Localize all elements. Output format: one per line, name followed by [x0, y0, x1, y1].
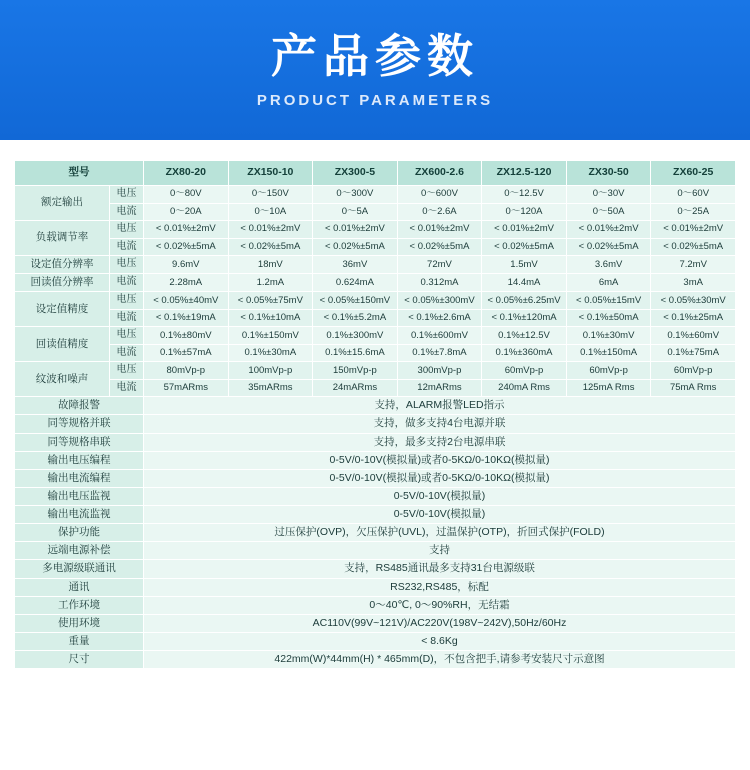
cell: 3.6mV [566, 256, 651, 274]
row-value-weight: < 8.6Kg [144, 632, 736, 650]
column-header-zx80-20: ZX80-20 [144, 161, 229, 186]
cell: 0.1%±57mA [144, 344, 229, 362]
row-label-load-regulation: 负载调节率 [15, 221, 110, 256]
row-label-dimensions: 尺寸 [15, 651, 144, 669]
page-banner [0, 0, 750, 140]
cell: < 0.01%±2mV [397, 221, 482, 239]
table-row [15, 524, 736, 542]
row-sublabel-voltage: 电压 [110, 362, 144, 380]
row-sublabel-current: 电流 [110, 379, 144, 397]
cell: 0.1%±80mV [144, 327, 229, 345]
cell: < 0.1%±2.6mA [397, 309, 482, 327]
table-header [15, 161, 736, 186]
table-row [15, 221, 736, 239]
cell: < 0.05%±150mV [313, 292, 398, 310]
row-value-current-monitoring: 0-5V/0-10V(模拟量) [144, 506, 736, 524]
column-header-zx600-26: ZX600-2.6 [397, 161, 482, 186]
column-header-zx300-5: ZX300-5 [313, 161, 398, 186]
table-row [15, 292, 736, 310]
row-label-current-monitoring: 输出电流监视 [15, 506, 144, 524]
cell: 0.1%±60mV [651, 327, 736, 345]
row-label-parallel: 同等规格并联 [15, 415, 144, 433]
table-row [15, 542, 736, 560]
cell: 0～600V [397, 186, 482, 204]
row-label-fault-alarm: 故障报警 [15, 397, 144, 415]
row-label-operating-environment: 工作环境 [15, 596, 144, 614]
table-row [15, 560, 736, 578]
cell: 0.1%±600mV [397, 327, 482, 345]
row-label-communication: 通讯 [15, 578, 144, 596]
cell: 0～60V [651, 186, 736, 204]
cell: < 0.05%±300mV [397, 292, 482, 310]
page-subtitle: PRODUCT PARAMETERS [256, 91, 494, 109]
cell: < 0.1%±5.2mA [313, 309, 398, 327]
table-row [15, 274, 736, 292]
row-value-cascade-comm: 支持，RS485通讯最多支持31台电源级联 [144, 560, 736, 578]
cell: 0～300V [313, 186, 398, 204]
cell: < 0.02%±5mA [397, 238, 482, 256]
row-label-voltage-programming: 输出电压编程 [15, 451, 144, 469]
column-header-zx150-10: ZX150-10 [228, 161, 313, 186]
row-label-rated-output: 额定输出 [15, 186, 110, 221]
table-row [15, 596, 736, 614]
table-row [15, 487, 736, 505]
table-row [15, 379, 736, 397]
cell: 0～25A [651, 203, 736, 221]
cell: 0～120A [482, 203, 567, 221]
cell: 60mVp-p [651, 362, 736, 380]
cell: 150mVp-p [313, 362, 398, 380]
table-row [15, 506, 736, 524]
row-label-voltage-monitoring: 输出电压监视 [15, 487, 144, 505]
cell: < 0.05%±6.25mV [482, 292, 567, 310]
cell: 0～50A [566, 203, 651, 221]
row-sublabel-voltage: 电压 [110, 221, 144, 239]
row-value-voltage-monitoring: 0-5V/0-10V(模拟量) [144, 487, 736, 505]
cell: 57mARms [144, 379, 229, 397]
cell: < 0.01%±2mV [566, 221, 651, 239]
cell: 0.1%±30mA [228, 344, 313, 362]
row-sublabel-current: 电流 [110, 238, 144, 256]
cell: 0.624mA [313, 274, 398, 292]
row-label-series: 同等规格串联 [15, 433, 144, 451]
cell: 72mV [397, 256, 482, 274]
table-row [15, 469, 736, 487]
cell: 60mVp-p [482, 362, 567, 380]
row-value-communication: RS232,RS485，标配 [144, 578, 736, 596]
row-sublabel-current: 电流 [110, 344, 144, 362]
cell: 80mVp-p [144, 362, 229, 380]
cell: 0.1%±75mA [651, 344, 736, 362]
cell: < 0.02%±5mA [482, 238, 567, 256]
cell: < 0.1%±120mA [482, 309, 567, 327]
row-value-protection: 过压保护(OVP)，欠压保护(UVL)，过温保护(OTP)，折回式保护(FOLD) [144, 524, 736, 542]
cell: 35mARms [228, 379, 313, 397]
cell: 36mV [313, 256, 398, 274]
cell: < 0.05%±30mV [651, 292, 736, 310]
cell: 0～10A [228, 203, 313, 221]
row-sublabel-voltage: 电压 [110, 256, 144, 274]
cell: 9.6mV [144, 256, 229, 274]
table-body [15, 186, 736, 669]
table-row [15, 415, 736, 433]
row-value-operating-environment: 0～40℃, 0～90%RH，无结霜 [144, 596, 736, 614]
cell: 18mV [228, 256, 313, 274]
product-parameters-table [14, 160, 736, 669]
cell: 60mVp-p [566, 362, 651, 380]
cell: 14.4mA [482, 274, 567, 292]
row-value-parallel: 支持，做多支持4台电源并联 [144, 415, 736, 433]
row-label-set-resolution: 设定值分辨率 [15, 256, 110, 274]
cell: < 0.01%±2mV [228, 221, 313, 239]
cell: 2.28mA [144, 274, 229, 292]
cell: 0.1%±7.8mA [397, 344, 482, 362]
cell: 0～12.5V [482, 186, 567, 204]
column-header-model: 型号 [15, 161, 144, 186]
cell: < 0.1%±25mA [651, 309, 736, 327]
cell: 300mVp-p [397, 362, 482, 380]
column-header-zx30-50: ZX30-50 [566, 161, 651, 186]
cell: 0.1%±30mV [566, 327, 651, 345]
row-value-remote-sense: 支持 [144, 542, 736, 560]
table-row [15, 238, 736, 256]
row-value-dimensions: 422mm(W)*44mm(H) * 465mm(D)，不包含把手,请参考安装尺寸示意图 [144, 651, 736, 669]
row-sublabel-current: 电流 [110, 309, 144, 327]
column-header-zx125-120: ZX12.5-120 [482, 161, 567, 186]
cell: 0.1%±150mA [566, 344, 651, 362]
table-row [15, 256, 736, 274]
cell: 0.1%±15.6mA [313, 344, 398, 362]
column-header-zx60-25: ZX60-25 [651, 161, 736, 186]
cell: < 0.02%±5mA [566, 238, 651, 256]
row-sublabel-current: 电流 [110, 203, 144, 221]
cell: < 0.1%±50mA [566, 309, 651, 327]
cell: 0～20A [144, 203, 229, 221]
cell: 0.1%±300mV [313, 327, 398, 345]
table-row [15, 433, 736, 451]
cell: < 0.05%±40mV [144, 292, 229, 310]
cell: 24mARms [313, 379, 398, 397]
cell: 0.1%±12.5V [482, 327, 567, 345]
row-label-power-input: 使用环境 [15, 614, 144, 632]
cell: < 0.02%±5mA [144, 238, 229, 256]
cell: < 0.02%±5mA [651, 238, 736, 256]
row-value-series: 支持，最多支持2台电源串联 [144, 433, 736, 451]
row-sublabel-voltage: 电压 [110, 327, 144, 345]
cell: 0～30V [566, 186, 651, 204]
cell: 1.2mA [228, 274, 313, 292]
row-label-readback-resolution: 回读值分辨率 [15, 274, 110, 292]
table-row [15, 632, 736, 650]
cell: 125mA Rms [566, 379, 651, 397]
cell: 0.1%±360mA [482, 344, 567, 362]
row-sublabel-current: 电流 [110, 274, 144, 292]
row-label-current-programming: 输出电流编程 [15, 469, 144, 487]
row-sublabel-voltage: 电压 [110, 292, 144, 310]
cell: 0.312mA [397, 274, 482, 292]
row-label-cascade-comm: 多电源级联通讯 [15, 560, 144, 578]
row-label-ripple-noise: 纹波和噪声 [15, 362, 110, 397]
table-row [15, 309, 736, 327]
row-value-voltage-programming: 0-5V/0-10V(模拟量)或者0-5KΩ/0-10KΩ(模拟量) [144, 451, 736, 469]
row-label-remote-sense: 远端电源补偿 [15, 542, 144, 560]
cell: 6mA [566, 274, 651, 292]
row-label-readback-accuracy: 回读值精度 [15, 327, 110, 362]
cell: < 0.01%±2mV [144, 221, 229, 239]
row-value-fault-alarm: 支持，ALARM报警LED指示 [144, 397, 736, 415]
cell: < 0.1%±10mA [228, 309, 313, 327]
cell: 1.5mV [482, 256, 567, 274]
row-label-weight: 重量 [15, 632, 144, 650]
cell: 7.2mV [651, 256, 736, 274]
table-row [15, 203, 736, 221]
cell: 12mARms [397, 379, 482, 397]
table-header-row [15, 161, 736, 186]
row-value-current-programming: 0-5V/0-10V(模拟量)或者0-5KΩ/0-10KΩ(模拟量) [144, 469, 736, 487]
table-row [15, 614, 736, 632]
table-row [15, 451, 736, 469]
cell: 0.1%±150mV [228, 327, 313, 345]
cell: < 0.02%±5mA [313, 238, 398, 256]
cell: 0～150V [228, 186, 313, 204]
table-row [15, 362, 736, 380]
cell: 0～5A [313, 203, 398, 221]
spec-table-container [0, 140, 750, 669]
cell: < 0.02%±5mA [228, 238, 313, 256]
cell: < 0.01%±2mV [313, 221, 398, 239]
row-label-protection: 保护功能 [15, 524, 144, 542]
cell: 3mA [651, 274, 736, 292]
cell: < 0.1%±19mA [144, 309, 229, 327]
table-row [15, 397, 736, 415]
cell: < 0.05%±15mV [566, 292, 651, 310]
table-row [15, 344, 736, 362]
row-sublabel-voltage: 电压 [110, 186, 144, 204]
cell: 100mVp-p [228, 362, 313, 380]
row-label-set-accuracy: 设定值精度 [15, 292, 110, 327]
cell: < 0.01%±2mV [651, 221, 736, 239]
cell: 0～80V [144, 186, 229, 204]
cell: 0～2.6A [397, 203, 482, 221]
page-title: 产品参数 [271, 30, 479, 83]
table-row [15, 186, 736, 204]
cell: 240mA Rms [482, 379, 567, 397]
cell: < 0.05%±75mV [228, 292, 313, 310]
cell: 75mA Rms [651, 379, 736, 397]
cell: < 0.01%±2mV [482, 221, 567, 239]
row-value-power-input: AC110V(99V~121V)/AC220V(198V~242V),50Hz/60Hz [144, 614, 736, 632]
table-row [15, 578, 736, 596]
table-row [15, 327, 736, 345]
table-row [15, 651, 736, 669]
